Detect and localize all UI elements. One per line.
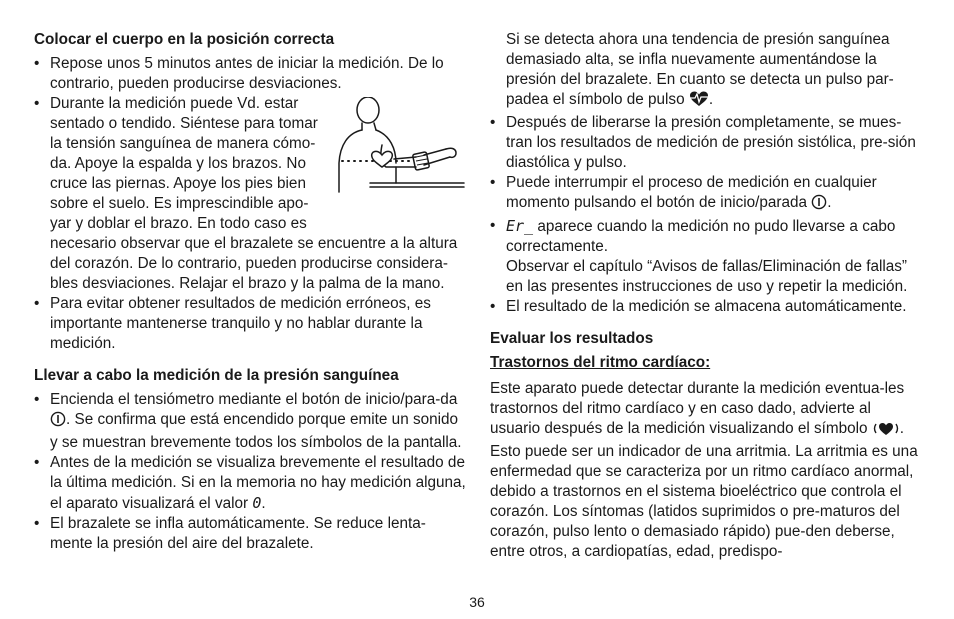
text: Encienda el tensiómetro mediante el botón de inicio/para-da [50,391,458,408]
bullet-power-on [34,390,466,453]
power-button-icon [811,194,827,216]
text-line: yar y doblar el brazo. En todo caso es [50,215,307,232]
text: aparece cuando la medición no pudo llevarse a cabo correctamente. [506,218,896,255]
text: Si se detecta ahora una tendencia de presión sanguínea demasiado alta, se infla nuevamente aumentándose la presión del brazalete. En cuanto se detecta un pulso par-padea el símbolo de pulso [506,31,894,108]
paragraph-see-chapter: Observar el capítulo “Avisos de fallas/Eliminación de fallas” en las presentes instrucciones de uso y repetir la medición. [506,258,908,295]
paragraph-arrhythmia-explained: Esto puede ser un indicador de una arritmia. La arritmia es una enfermedad que se caracteriza por un ritmo cardíaco anormal, debido a trastornos en el sistema bioeléctrico que controla el corazón. Los síntomas (latidos suprimidos o pre-maturos del corazón, pulso lento o demasiado rápido) pue-den deberse, entre otros, a cardiopatías, edad, predispo- [490,443,918,560]
text-line: la tensión sanguínea de manera cómo- [50,135,316,152]
paragraph-pressure-trend [490,30,922,113]
text: . Se confirma que está encendido porque emite un sonido y se muestran brevemente todos los símbolos de la pantalla. [50,411,462,451]
page-number: 36 [469,594,485,610]
text: Este aparato puede detectar durante la medición eventua-les trastornos del ritmo cardíaco y en caso dado, advierte al usuario después de la medición visualizando el símbolo [490,380,905,437]
text: . [261,495,266,512]
paragraph-detect-arrhythmia [490,379,922,442]
text-line: da. Apoye la espalda y los brazos. No [50,155,306,172]
heading-perform-measurement: Llevar a cabo la medición de la presión sanguínea [34,367,399,384]
error-segment-display: Er_ [506,217,534,235]
seated-posture-illustration [306,97,466,219]
right-column [490,30,922,562]
text-continuation: necesario observar que el brazalete se encuentre a la altura del corazón. De lo contrario, pueden producirse considera-bles desviaciones. Relajar el brazo y la palma de la mano. [50,235,458,292]
text-line: cruce las piernas. Apoye los pies bien [50,175,306,192]
bullet-last-result [34,453,466,514]
text-line: • Durante la medición puede Vd. estar [50,95,299,112]
bullet-interrupt [490,173,922,216]
bullet-stay-calm: • Para evitar obtener resultados de medición erróneos, es importante mantenerse tranquilo y no hablar durante la medición. [34,294,466,354]
text: Antes de la medición se visualiza brevemente el resultado de la última medición. Si en la memoria no hay medición alguna, el aparato visualizará el valor [50,454,466,512]
arrhythmia-heart-icon [872,420,900,442]
bullet-cuff-inflates: • El brazalete se infla automáticamente. Se reduce lenta-mente la presión del aire del brazalete. [34,514,466,554]
heading-evaluate-results: Evaluar los resultados [490,330,654,347]
power-button-icon [50,411,66,433]
bullet-result-stored: • El resultado de la medición se almacena automáticamente. [490,297,922,317]
text-line: sobre el suelo. Es imprescindible apo- [50,195,309,212]
heading-body-position: Colocar el cuerpo en la posición correcta [34,31,335,48]
text: . [899,420,905,437]
segment-zero: 0 [252,494,262,512]
pulse-heart-icon [689,91,709,113]
bullet-rest-before: • Repose unos 5 minutos antes de iniciar la medición. De lo contrario, pueden producirse desviaciones. [34,54,466,94]
text: Puede interrumpir el proceso de medición en cualquier momento pulsando el botón de inicio/parada [506,174,877,211]
heading-heart-rhythm: Trastornos del ritmo cardíaco: [490,354,711,371]
text-line: sentado o tendido. Siéntese para tomar [50,115,318,132]
bullet-show-results: • Después de liberarse la presión completamente, se mues-tran los resultados de medición de presión sistólica, pre-sión diastólica y pulso. [490,113,922,173]
text: . [708,91,714,108]
bullet-error-code [490,216,922,257]
text: . [827,194,832,211]
